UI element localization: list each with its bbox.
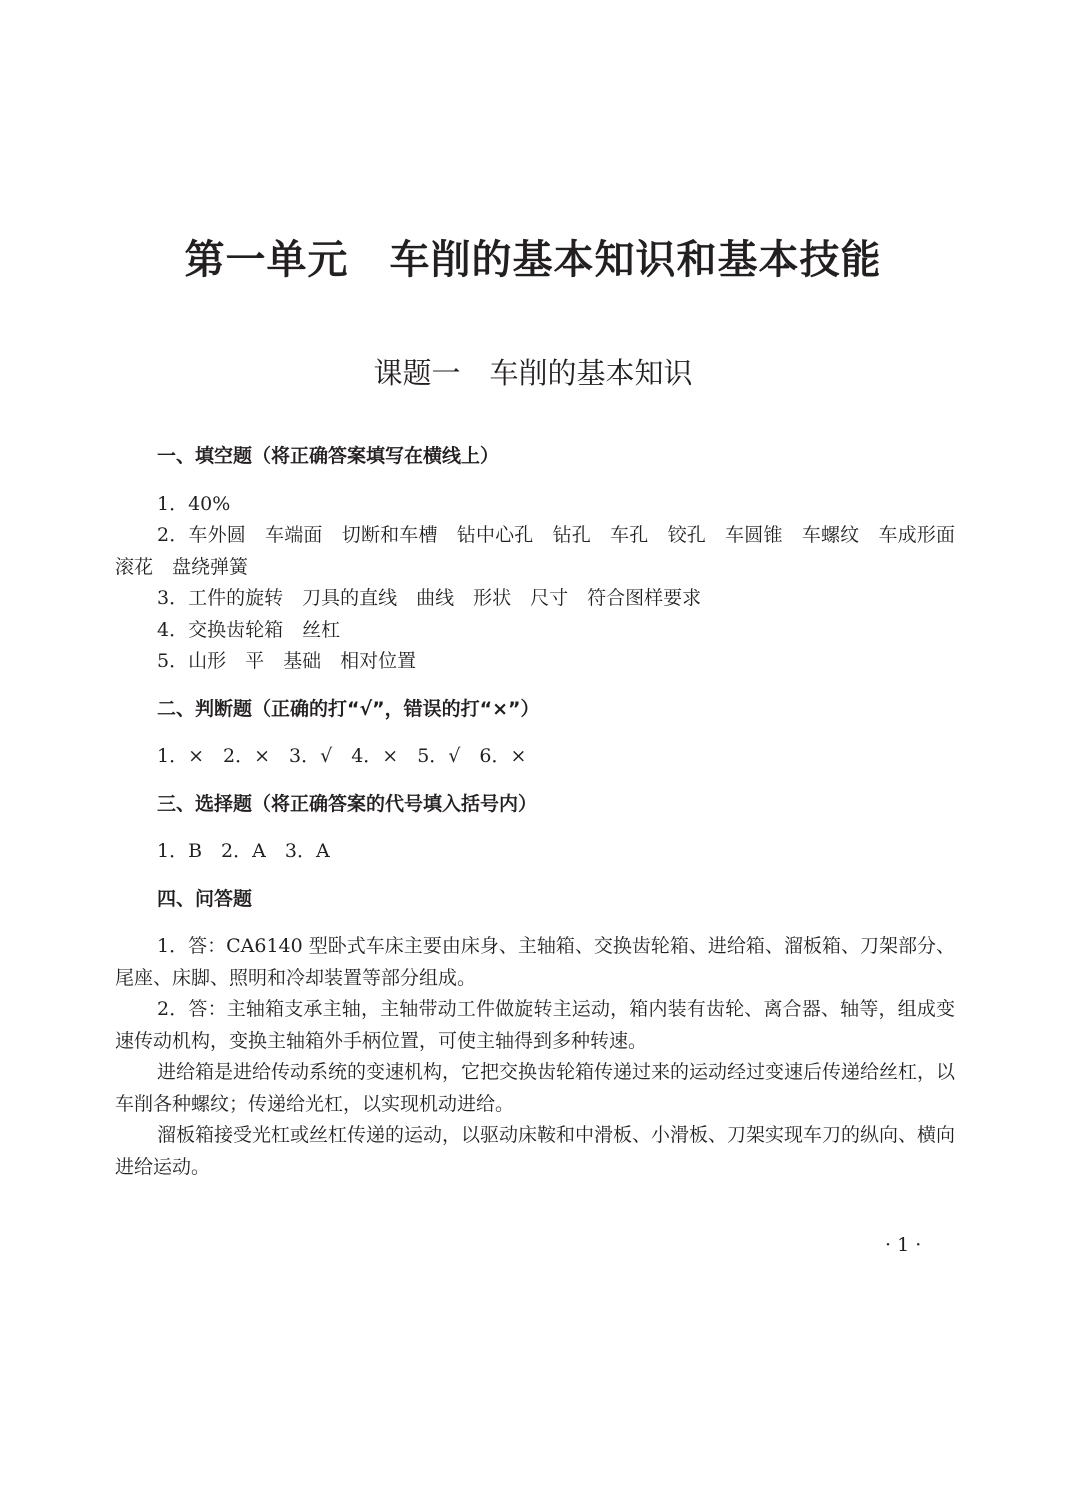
answer-paragraph: 进给箱是进给传动系统的变速机构，它把交换齿轮箱传递过来的运动经过变速后传递给丝杠，以车削各种螺纹；传递给光杠，以实现机动进给。: [115, 1061, 956, 1115]
lesson-title: 课题一 车削的基本知识: [373, 356, 693, 390]
section-true-false: [115, 694, 955, 773]
section-heading: 三、选择题（将正确答案的代号填入括号内）: [157, 792, 538, 815]
answer-paragraph: 2．车外圆 车端面 切断和车槽 钻中心孔 钻孔 车孔 铰孔 车圆锥 车螺纹 车成形面 滚花 盘绕弹簧: [115, 524, 975, 578]
answer-paragraph: 5．山形 平 基础 相对位置: [157, 650, 417, 672]
section-fill-in-blank: [115, 441, 975, 678]
section-heading: 四、问答题: [157, 887, 253, 910]
answer-paragraph: 3．工件的旋转 刀具的直线 曲线 形状 尺寸 符合图样要求: [157, 587, 702, 609]
answer-paragraph: 溜板箱接受光杠或丝杠传递的运动，以驱动床鞍和中滑板、小滑板、刀架实现车刀的纵向、横向进给运动。: [115, 1124, 956, 1178]
section-heading: 二、判断题（正确的打“√”，错误的打“×”）: [157, 697, 540, 720]
answer-paragraph: 1．B 2．A 3．A: [157, 840, 330, 862]
answer-paragraph: 4．交换齿轮箱 丝杠: [157, 618, 341, 641]
answer-paragraph: 1．40%: [157, 492, 231, 515]
answer-paragraph: 2．答：主轴箱支承主轴，主轴带动工件做旋转主运动，箱内装有齿轮、离合器、轴等，组成变速传动机构，变换主轴箱外手柄位置，可使主轴得到多种转速。: [115, 998, 955, 1052]
unit-title: 第一单元 车削的基本知识和基本技能: [184, 237, 882, 283]
answer-paragraph: 1．× 2．× 3．√ 4．× 5．√ 6．×: [157, 745, 527, 767]
page-number: · 1 ·: [885, 1234, 922, 1256]
section-multiple-choice: [115, 789, 955, 868]
section-heading: 一、填空题（将正确答案填写在横线上）: [157, 445, 500, 467]
answer-paragraph: 1．答：CA6140 型卧式车床主要由床身、主轴箱、交换齿轮箱、进给箱、溜板箱、刀架部分、尾座、床脚、照明和冷却装置等部分组成。: [115, 935, 955, 989]
section-short-answer: [115, 884, 955, 1184]
answer-content: [115, 441, 975, 1183]
